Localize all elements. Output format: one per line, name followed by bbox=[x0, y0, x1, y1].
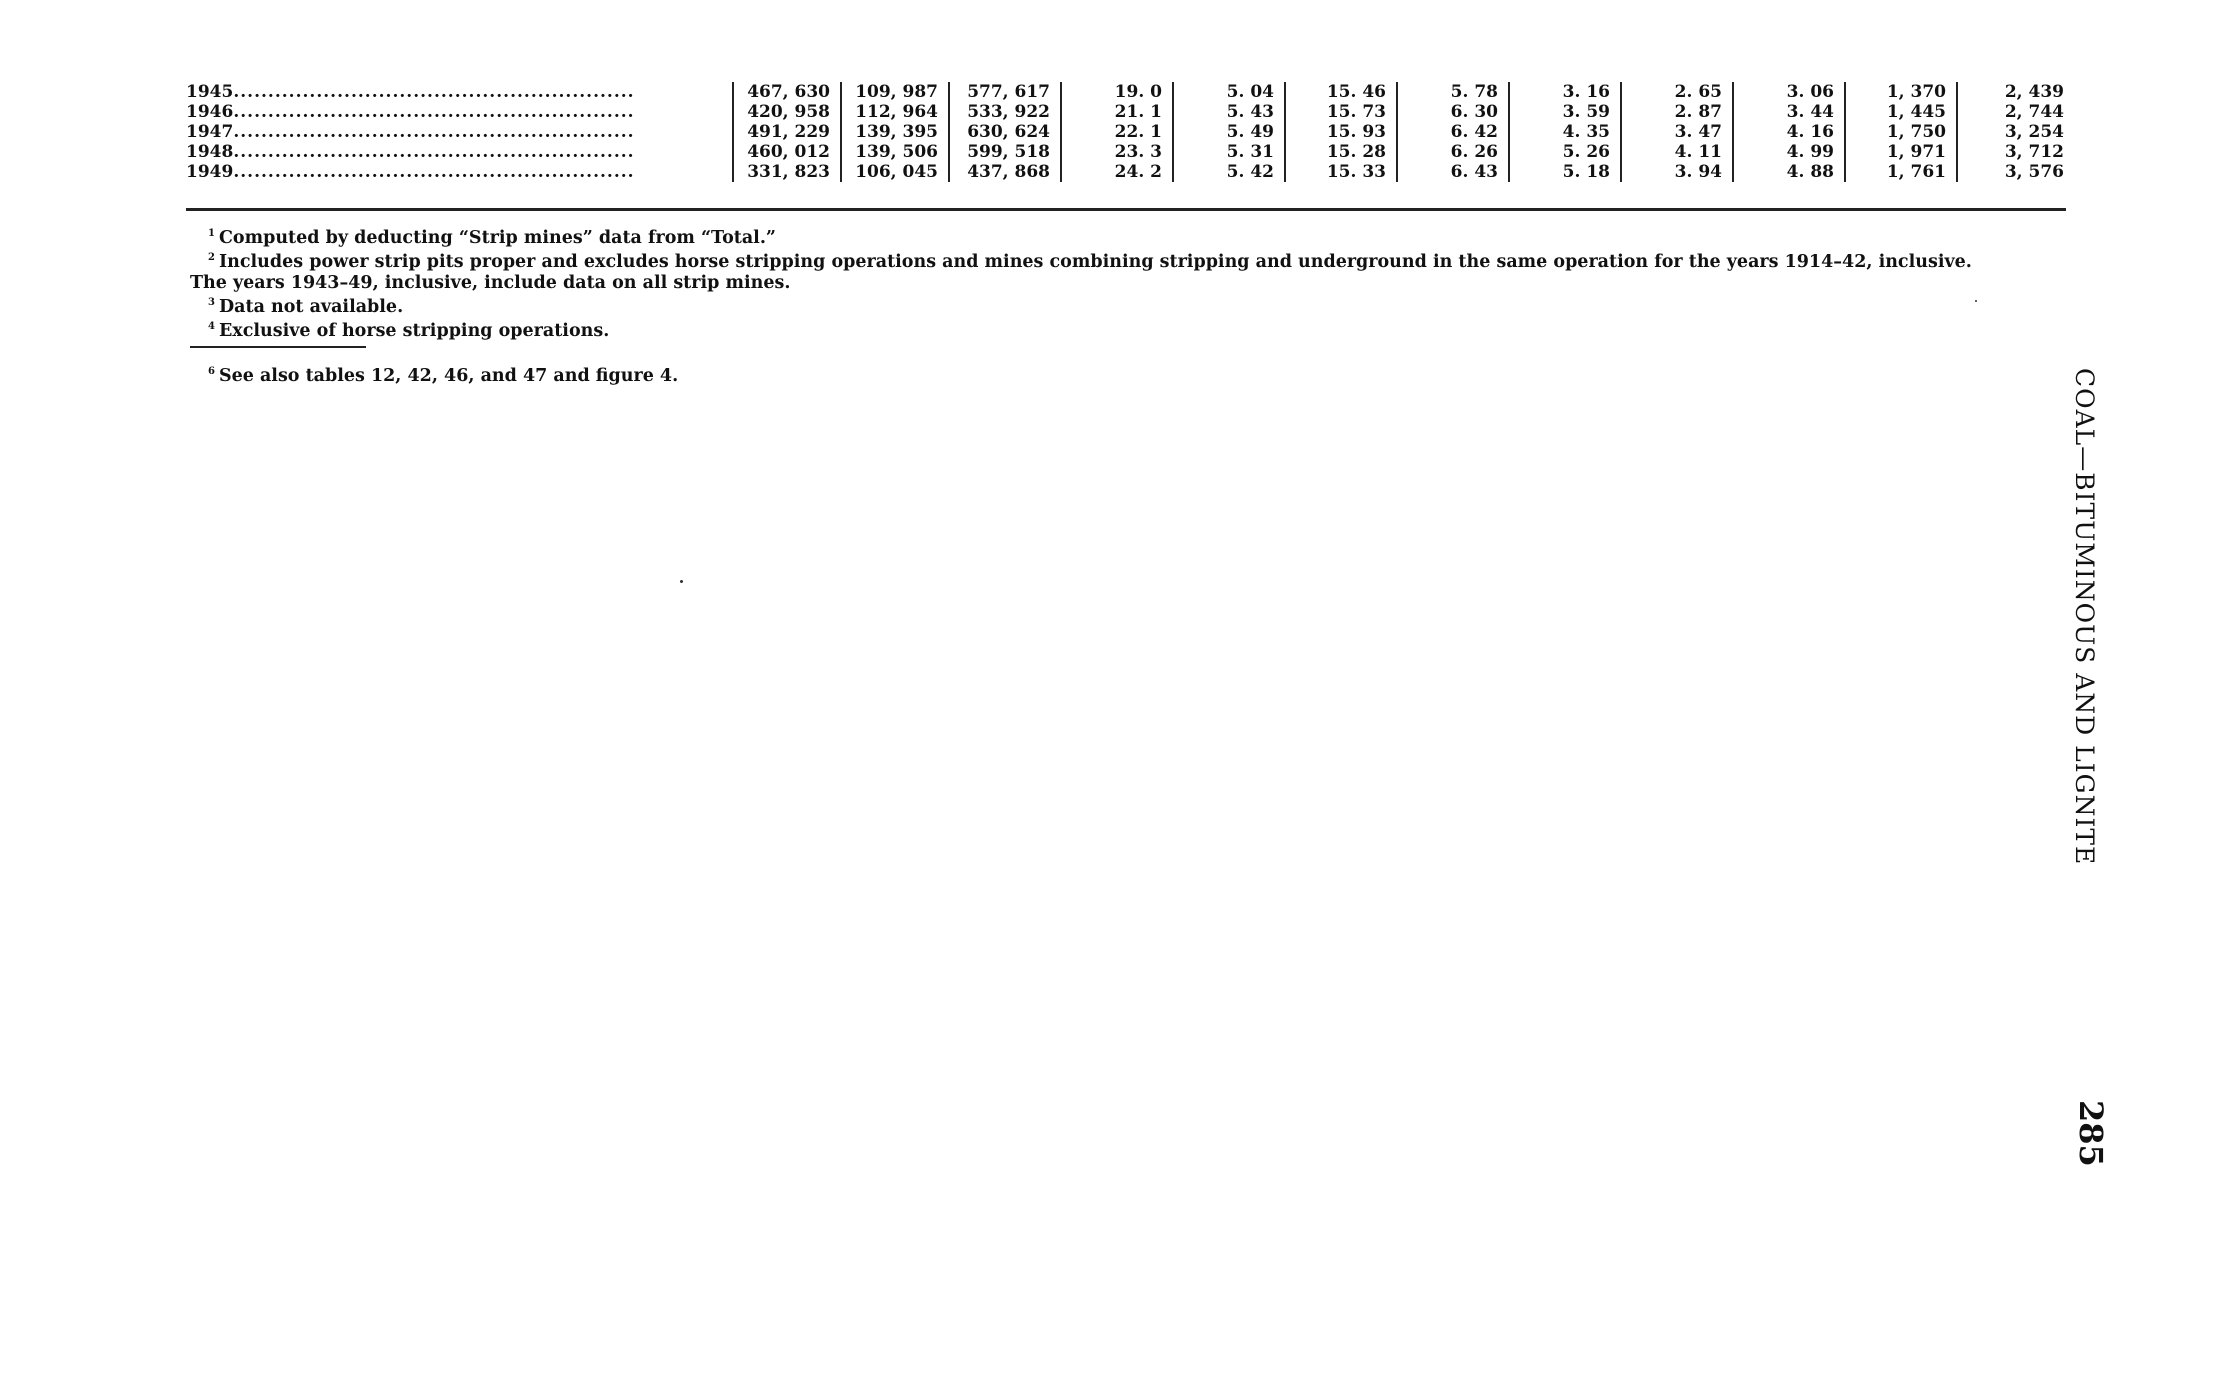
cell: 15. 28 bbox=[1285, 142, 1397, 162]
scan-speck bbox=[1975, 300, 1977, 302]
cell: 24. 2 bbox=[1061, 162, 1173, 182]
cell: 6. 26 bbox=[1397, 142, 1509, 162]
cell: 1, 445 bbox=[1845, 102, 1957, 122]
cell: 2. 65 bbox=[1621, 82, 1733, 102]
cell: 3. 94 bbox=[1621, 162, 1733, 182]
cell: 22. 1 bbox=[1061, 122, 1173, 142]
cell: 112, 964 bbox=[841, 102, 949, 122]
cell: 5. 43 bbox=[1173, 102, 1285, 122]
cell: 6. 43 bbox=[1397, 162, 1509, 182]
cell: 15. 33 bbox=[1285, 162, 1397, 182]
running-head: COAL—BITUMINOUS AND LIGNITE bbox=[2070, 368, 2099, 866]
footnote-mark: 3 bbox=[208, 297, 215, 309]
cell: 5. 31 bbox=[1173, 142, 1285, 162]
cell: 4. 35 bbox=[1509, 122, 1621, 142]
table-row bbox=[186, 142, 2064, 162]
cell: 106, 045 bbox=[841, 162, 949, 182]
cell: 467, 630 bbox=[733, 82, 841, 102]
footnote-mark: 2 bbox=[208, 252, 215, 264]
footnote-6: $^6$ See also tables 12, 42, 46, and 47 and figure 4. bbox=[208, 366, 679, 386]
leader-dots: .......................................................... bbox=[233, 102, 635, 122]
cell: 6. 30 bbox=[1397, 102, 1509, 122]
table-row bbox=[186, 102, 2064, 122]
cell: 5. 18 bbox=[1509, 162, 1621, 182]
cell: 2. 87 bbox=[1621, 102, 1733, 122]
leader-dots: .......................................................... bbox=[233, 122, 635, 142]
cell: 1, 370 bbox=[1845, 82, 1957, 102]
table-row bbox=[186, 82, 2064, 102]
cell: 420, 958 bbox=[733, 102, 841, 122]
footnote-mark: 4 bbox=[208, 321, 215, 333]
cell: 23. 3 bbox=[1061, 142, 1173, 162]
cell: 5. 42 bbox=[1173, 162, 1285, 182]
cell: 2, 439 bbox=[1957, 82, 2064, 102]
row-year: 1948 bbox=[186, 142, 234, 162]
cell: 5. 49 bbox=[1173, 122, 1285, 142]
footnotes bbox=[190, 224, 2090, 342]
cell: 2, 744 bbox=[1957, 102, 2064, 122]
cell: 1, 761 bbox=[1845, 162, 1957, 182]
cell: 139, 395 bbox=[841, 122, 949, 142]
cell: 3, 254 bbox=[1957, 122, 2064, 142]
cell: 4. 16 bbox=[1733, 122, 1845, 142]
table-row bbox=[186, 162, 2064, 182]
cell: 533, 922 bbox=[949, 102, 1061, 122]
cell: 15. 73 bbox=[1285, 102, 1397, 122]
footnote-mark: 6 bbox=[208, 366, 215, 378]
footnote-4: $^4$ Exclusive of horse stripping operations. bbox=[208, 321, 610, 342]
scan-speck bbox=[680, 580, 683, 583]
leader-dots: .......................................................... bbox=[233, 82, 635, 102]
data-table bbox=[186, 82, 2064, 182]
cell: 630, 624 bbox=[949, 122, 1061, 142]
footnote-1: $^1$ Computed by deducting “Strip mines” data from “Total.” bbox=[208, 227, 776, 248]
cell: 1, 971 bbox=[1845, 142, 1957, 162]
cell: 331, 823 bbox=[733, 162, 841, 182]
cell: 1, 750 bbox=[1845, 122, 1957, 142]
cell: 21. 1 bbox=[1061, 102, 1173, 122]
cell: 577, 617 bbox=[949, 82, 1061, 102]
cell: 3. 16 bbox=[1509, 82, 1621, 102]
cell: 3. 06 bbox=[1733, 82, 1845, 102]
cell: 5. 26 bbox=[1509, 142, 1621, 162]
leader-dots: .......................................................... bbox=[233, 142, 635, 162]
cell: 3, 576 bbox=[1957, 162, 2064, 182]
table-bottom-rule bbox=[186, 208, 2066, 211]
table-row bbox=[186, 122, 2064, 142]
cell: 3. 59 bbox=[1509, 102, 1621, 122]
page-number: 285 bbox=[2072, 1100, 2110, 1167]
cell: 3. 44 bbox=[1733, 102, 1845, 122]
cell: 3. 47 bbox=[1621, 122, 1733, 142]
row-year: 1946 bbox=[186, 102, 234, 122]
cell: 460, 012 bbox=[733, 142, 841, 162]
cell: 19. 0 bbox=[1061, 82, 1173, 102]
row-year: 1947 bbox=[186, 122, 234, 142]
cell: 5. 78 bbox=[1397, 82, 1509, 102]
footnote-3: $^3$ Data not available. bbox=[208, 296, 404, 317]
row-year: 1945 bbox=[186, 82, 234, 102]
footnote-2: $^2$ Includes power strip pits proper and excludes horse stripping operations and mines combining stripping and underground in the same operation for the years 1914–42, inclusive. bbox=[208, 252, 1972, 273]
cell: 3, 712 bbox=[1957, 142, 2064, 162]
footnote-divider bbox=[190, 346, 366, 348]
row-year: 1949 bbox=[186, 162, 234, 182]
cell: 5. 04 bbox=[1173, 82, 1285, 102]
cell: 4. 88 bbox=[1733, 162, 1845, 182]
cell: 4. 99 bbox=[1733, 142, 1845, 162]
cell: 437, 868 bbox=[949, 162, 1061, 182]
cell: 4. 11 bbox=[1621, 142, 1733, 162]
footnote-mark: 1 bbox=[208, 228, 215, 239]
cell: 15. 93 bbox=[1285, 122, 1397, 142]
leader-dots: .......................................................... bbox=[233, 162, 635, 182]
cell: 599, 518 bbox=[949, 142, 1061, 162]
cell: 109, 987 bbox=[841, 82, 949, 102]
cell: 6. 42 bbox=[1397, 122, 1509, 142]
cell: 15. 46 bbox=[1285, 82, 1397, 102]
footnote-2-continuation: The years 1943–49, inclusive, include data on all strip mines. bbox=[190, 272, 791, 293]
cell: 491, 229 bbox=[733, 122, 841, 142]
cell: 139, 506 bbox=[841, 142, 949, 162]
